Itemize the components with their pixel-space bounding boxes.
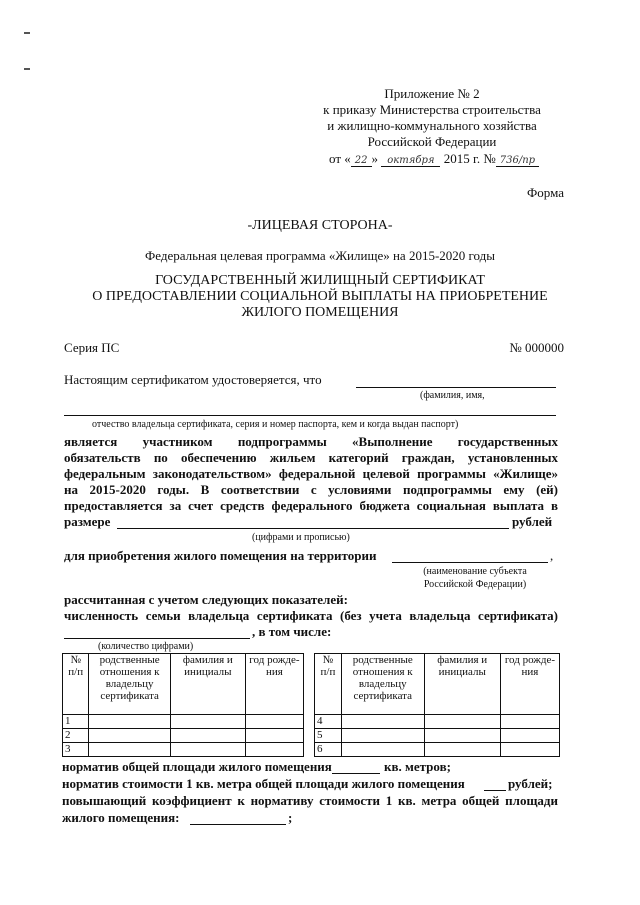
family-count-field[interactable] <box>64 638 250 639</box>
appendix-line: Приложение № 2 <box>384 86 480 101</box>
certificate-number: № 000000 <box>509 340 564 355</box>
name-field[interactable] <box>356 387 556 388</box>
cell[interactable] <box>424 715 500 729</box>
norm-area-label: норматив общей площади жилого помещения <box>62 759 332 774</box>
amount-unit: рублей <box>512 514 553 529</box>
cell[interactable] <box>170 729 245 743</box>
row-number: 3 <box>63 743 89 757</box>
territory-end: , <box>550 548 554 563</box>
header-name: фамилия и инициалы <box>424 654 500 715</box>
cell[interactable] <box>424 729 500 743</box>
series-label: Серия ПС <box>64 340 120 355</box>
cell[interactable] <box>170 743 245 757</box>
header-year: год рожде-ния <box>500 654 559 715</box>
margin-mark <box>24 68 30 70</box>
cell[interactable] <box>89 743 170 757</box>
form-label: Форма <box>527 185 564 200</box>
header-year: год рожде-ния <box>245 654 303 715</box>
hint-owner: отчество владельца сертификата, серия и номер паспорта, кем и когда выдан паспорт) <box>92 419 459 430</box>
header-relation: родственные отношения к владельцу сертификата <box>89 654 170 715</box>
family-text: численность семьи владельца сертификата (без учета владельца сертификата) <box>64 608 558 623</box>
coef-text-2: жилого помещения: <box>62 810 180 825</box>
cell[interactable] <box>89 715 170 729</box>
cell[interactable] <box>245 729 303 743</box>
row-number: 6 <box>315 743 342 757</box>
coef-field[interactable] <box>190 824 286 825</box>
calc-text: рассчитанная с учетом следующих показателей: <box>64 592 348 607</box>
side-title: -ЛИЦЕВАЯ СТОРОНА- <box>247 218 393 233</box>
row-number: 2 <box>63 729 89 743</box>
cell[interactable] <box>424 743 500 757</box>
program-line: Федеральная целевая программа «Жилище» на 2015-2020 годы <box>144 248 496 263</box>
hint-amount: (цифрами и прописью) <box>252 532 350 543</box>
family-table-left <box>62 653 304 757</box>
cell[interactable] <box>341 715 424 729</box>
norm-area-field[interactable] <box>332 773 380 774</box>
norm-cost-unit: рублей; <box>508 776 553 791</box>
hint-subject: (наименование субъекта <box>423 566 527 577</box>
header-name: фамилия и инициалы <box>170 654 245 715</box>
header-number: № п/п <box>315 654 342 715</box>
amount-field[interactable] <box>117 528 509 529</box>
cell[interactable] <box>341 743 424 757</box>
hint-count: (количество цифрами) <box>98 641 194 652</box>
hint-subject: Российской Федерации) <box>423 579 527 590</box>
body-paragraph: является участником подпрограммы «Выполнение государственных обязательств по обеспечению жильем категорий граждан, установленных федеральным законодательством» федеральной целевой программы «Жилище» на 2015-2020 годы. В соответствии с условиями подпрограммы ему (ей) предоставляется за счет средств федерального бюджета социальная выплата в <box>64 434 558 513</box>
handwritten-month: октября <box>381 155 440 167</box>
cell[interactable] <box>245 743 303 757</box>
cell[interactable] <box>500 729 559 743</box>
cell[interactable] <box>170 715 245 729</box>
cell[interactable] <box>89 729 170 743</box>
appendix-date: от « 22 » октября 2015 г. № 736/пр <box>329 151 539 167</box>
norm-cost-label: норматив стоимости 1 кв. метра общей площади жилого помещения <box>62 776 465 791</box>
territory-field[interactable] <box>392 562 548 563</box>
cell[interactable] <box>245 715 303 729</box>
norm-cost-field[interactable] <box>484 790 506 791</box>
hint-name: (фамилия, имя, <box>420 390 485 401</box>
owner-field[interactable] <box>64 415 556 416</box>
cell[interactable] <box>500 715 559 729</box>
row-number: 4 <box>315 715 342 729</box>
certify-text: Настоящим сертификатом удостоверяется, что <box>64 372 322 387</box>
cell[interactable] <box>341 729 424 743</box>
handwritten-number: 736/пр <box>496 155 539 167</box>
family-text-end: , в том числе: <box>252 624 332 639</box>
territory-label: для приобретения жилого помещения на территории <box>64 548 377 563</box>
family-table-right <box>314 653 560 757</box>
header-relation: родственные отношения к владельцу сертификата <box>341 654 424 715</box>
appendix-line: к приказу Министерства строительства <box>323 102 541 117</box>
row-number: 5 <box>315 729 342 743</box>
amount-label: размере <box>64 514 111 529</box>
coef-text: повышающий коэффициент к нормативу стоимости 1 кв. метра общей площади <box>62 793 558 808</box>
row-number: 1 <box>63 715 89 729</box>
norm-area-unit: кв. метров; <box>384 759 451 774</box>
margin-mark <box>24 32 30 34</box>
cell[interactable] <box>500 743 559 757</box>
appendix-line: Российской Федерации <box>367 134 497 149</box>
header-number: № п/п <box>63 654 89 715</box>
coef-end: ; <box>288 810 293 825</box>
document-title: ГОСУДАРСТВЕННЫЙ ЖИЛИЩНЫЙ СЕРТИФИКАТ О ПРЕДОСТАВЛЕНИИ СОЦИАЛЬНОЙ ВЫПЛАТЫ НА ПРИОБРЕТЕНИЕ ЖИЛОГО ПОМЕЩЕНИЯ <box>92 273 548 320</box>
appendix-line: и жилищно-коммунального хозяйства <box>327 118 537 133</box>
handwritten-day: 22 <box>351 155 372 167</box>
